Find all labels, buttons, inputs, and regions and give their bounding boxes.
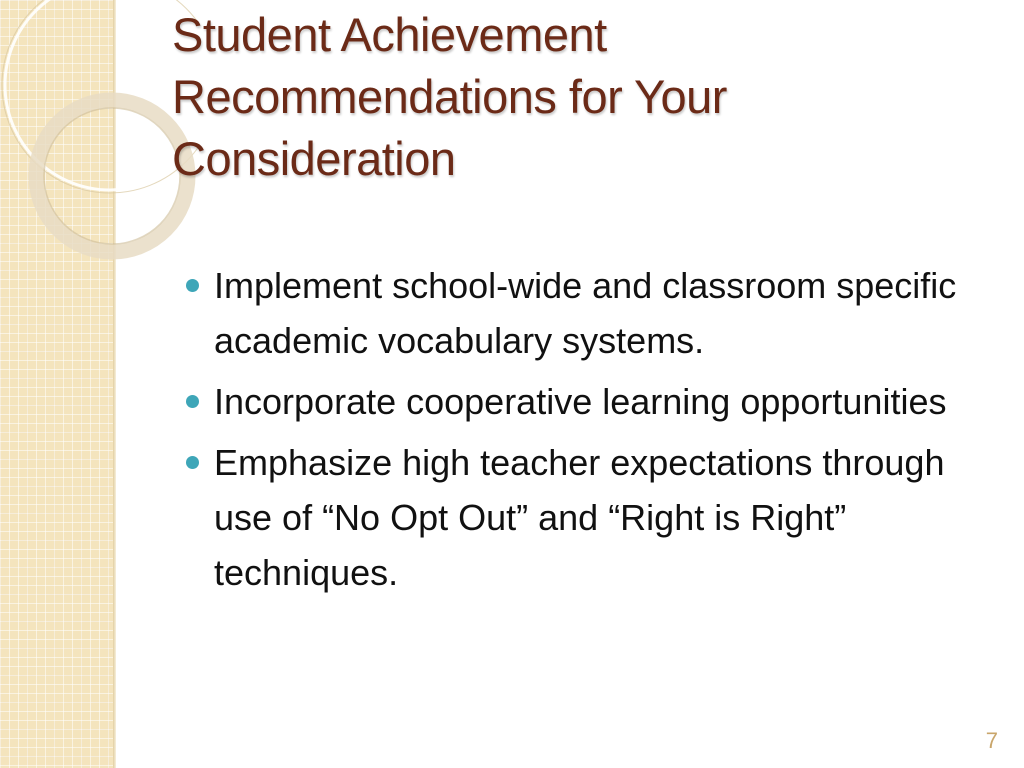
bullet-item (182, 435, 982, 600)
bullet-item (182, 374, 982, 429)
slide-title (172, 4, 972, 190)
decorative-rings-icon (0, 0, 200, 260)
page-number: 7 (985, 728, 998, 753)
title-line: Consideration (172, 132, 456, 185)
title-line: Student Achievement (172, 8, 607, 61)
bullet-text: Emphasize high teacher expectations through use of “No Opt Out” and “Right is Right” techniques. (214, 442, 945, 593)
bullet-list (182, 258, 982, 606)
bullet-dot-icon (186, 456, 199, 469)
bullet-text: Incorporate cooperative learning opportunities (214, 381, 947, 422)
bullet-item (182, 258, 982, 368)
bullet-dot-icon (186, 395, 199, 408)
bullet-dot-icon (186, 279, 199, 292)
title-line: Recommendations for Your (172, 70, 727, 123)
bullet-text: Implement school-wide and classroom specific academic vocabulary systems. (214, 265, 957, 361)
